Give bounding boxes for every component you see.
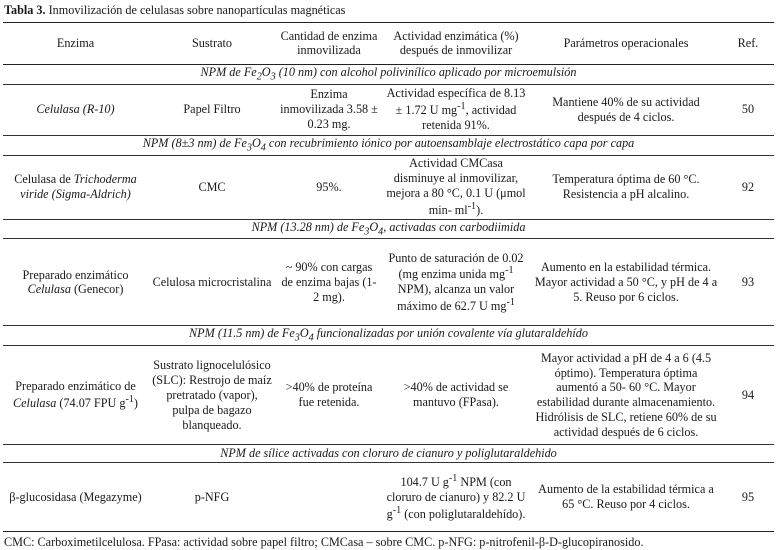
cell-sustrato: Sustrato lignocelulósico (SLC): Restrojo de maíz pretratado (vapor), pulpa de bagazo blanqueado. [148, 346, 276, 445]
table-footnote: CMC: Carboximetilcelulosa. FPasa: actividad sobre papel filtro; CMCasa – sobre CMC. p-NFG: p-nitrofenil-β-D-glucopiranosido. [4, 535, 644, 550]
table-row [3, 463, 774, 532]
cell-enzima: Celulasa (R-10) [3, 84, 148, 135]
cell-parametros: Temperatura óptima de 60 °C. Resistencia a pH alcalino. [530, 155, 722, 219]
table-caption [4, 3, 774, 18]
header-parametros: Parámetros operacionales [563, 35, 689, 50]
table-row [3, 239, 774, 326]
table-row [3, 346, 774, 445]
cell-ref: 93 [722, 239, 774, 326]
cell-ref: 95 [722, 463, 774, 532]
cell-sustrato: Celulosa microcristalina [148, 239, 276, 326]
group-title: NPM de sílice activadas con cloruro de cianuro y poliglutaraldehido [3, 445, 774, 463]
header-enzima: Enzima [56, 35, 95, 50]
cell-cantidad [276, 463, 382, 532]
cell-cantidad: >40% de proteína fue retenida. [276, 346, 382, 445]
table-row [3, 155, 774, 219]
group-row [3, 326, 774, 346]
cell-actividad: >40% de actividad se mantuvo (FPasa). [382, 346, 530, 445]
cell-ref: 92 [722, 155, 774, 219]
cell-actividad: Actividad CMCasa disminuye al inmovilizar, mejora a 80 °C, 0.1 U (μmol min- $ml^{-1}$). [382, 155, 530, 219]
group-title: NPM (13.28 nm) de $Fe_3O_4$, activadas con carbodiimida [3, 219, 774, 239]
cell-sustrato: Papel Filtro [148, 84, 276, 135]
cell-ref: 50 [722, 84, 774, 135]
table-page [3, 3, 774, 550]
group-row [3, 445, 774, 463]
group-title: NPM (8±3 nm) de $Fe_3O_4$ con recubrimiento iónico por autoensamblaje electrostático capa por capa [3, 135, 774, 155]
group-row [3, 64, 774, 84]
cell-enzima: β-glucosidasa (Megazyme) [3, 463, 148, 532]
caption-text: Inmovilización de celulasas sobre nanopartículas magnéticas [45, 3, 346, 17]
cell-parametros: Mantiene 40% de su actividad después de 4 ciclos. [530, 84, 722, 135]
caption-label: Tabla 3. [4, 3, 46, 17]
group-row [3, 219, 774, 239]
table-header [3, 22, 774, 64]
group-title: NPM (11.5 nm) de $Fe_3O_4$ funcionalizadas por unión covalente vía glutaraldehído [3, 326, 774, 346]
cell-parametros: Mayor actividad a pH de 4 a 6 (4.5 óptimo). Temperatura óptima aumentó a 50- 60 °C. Mayor estabilidad durante almacenamiento. Hidrólisis de SLC, retiene 60% de su actividad después de 6 ciclos. [530, 346, 722, 445]
header-ref: Ref. [737, 35, 759, 50]
cell-actividad: Actividad específica de 8.13 ± 1.72 U $mg^{-1}$, actividad retenida 91%. [382, 84, 530, 135]
header-sustrato: Sustrato [192, 35, 232, 50]
table-row [3, 84, 774, 135]
group-row [3, 135, 774, 155]
cell-cantidad: ~ 90% con cargas de enzima bajas (1-2 mg). [276, 239, 382, 326]
cell-actividad: Punto de saturación de 0.02 (mg enzima unida $mg^{-1}$ NPM), alcanza un valor máximo de 62.7 U $mg^{-1}$ [382, 239, 530, 326]
cell-ref: 94 [722, 346, 774, 445]
cell-enzima: Celulasa de Trichoderma viride (Sigma-Aldrich) [3, 155, 148, 219]
header-cantidad: Cantidad de enzima inmovilizada [280, 28, 378, 58]
header-actividad: Actividad enzimática (%) después de inmovilizar [393, 28, 519, 58]
cell-enzima: Preparado enzimático de Celulasa (74.07 FPU $g^{-1}$) [3, 346, 148, 445]
group-title: NPM de $Fe_2O_3$ (10 nm) con alcohol polivinílico aplicado por microemulsión [3, 64, 774, 84]
cell-sustrato: p-NFG [148, 463, 276, 532]
cell-parametros: Aumento en la estabilidad térmica. Mayor actividad a 50 °C, y pH de 4 a 5. Reuso por 6 ciclos. [530, 239, 722, 326]
cell-enzima: Preparado enzimático Celulasa (Genecor) [3, 239, 148, 326]
cell-actividad: 104.7 U $g^{-1}$ NPM (con cloruro de cianuro) y 82.2 U $g^{-1}$ (con poliglutaraldehído). [382, 463, 530, 532]
cell-parametros: Aumento de la estabilidad térmica a 65 °C. Reuso por 4 ciclos. [530, 463, 722, 532]
cell-sustrato: CMC [148, 155, 276, 219]
cell-cantidad: Enzima inmovilizada 3.58 ± 0.23 mg. [276, 84, 382, 135]
cell-cantidad: 95%. [276, 155, 382, 219]
cellulase-table [3, 22, 774, 532]
